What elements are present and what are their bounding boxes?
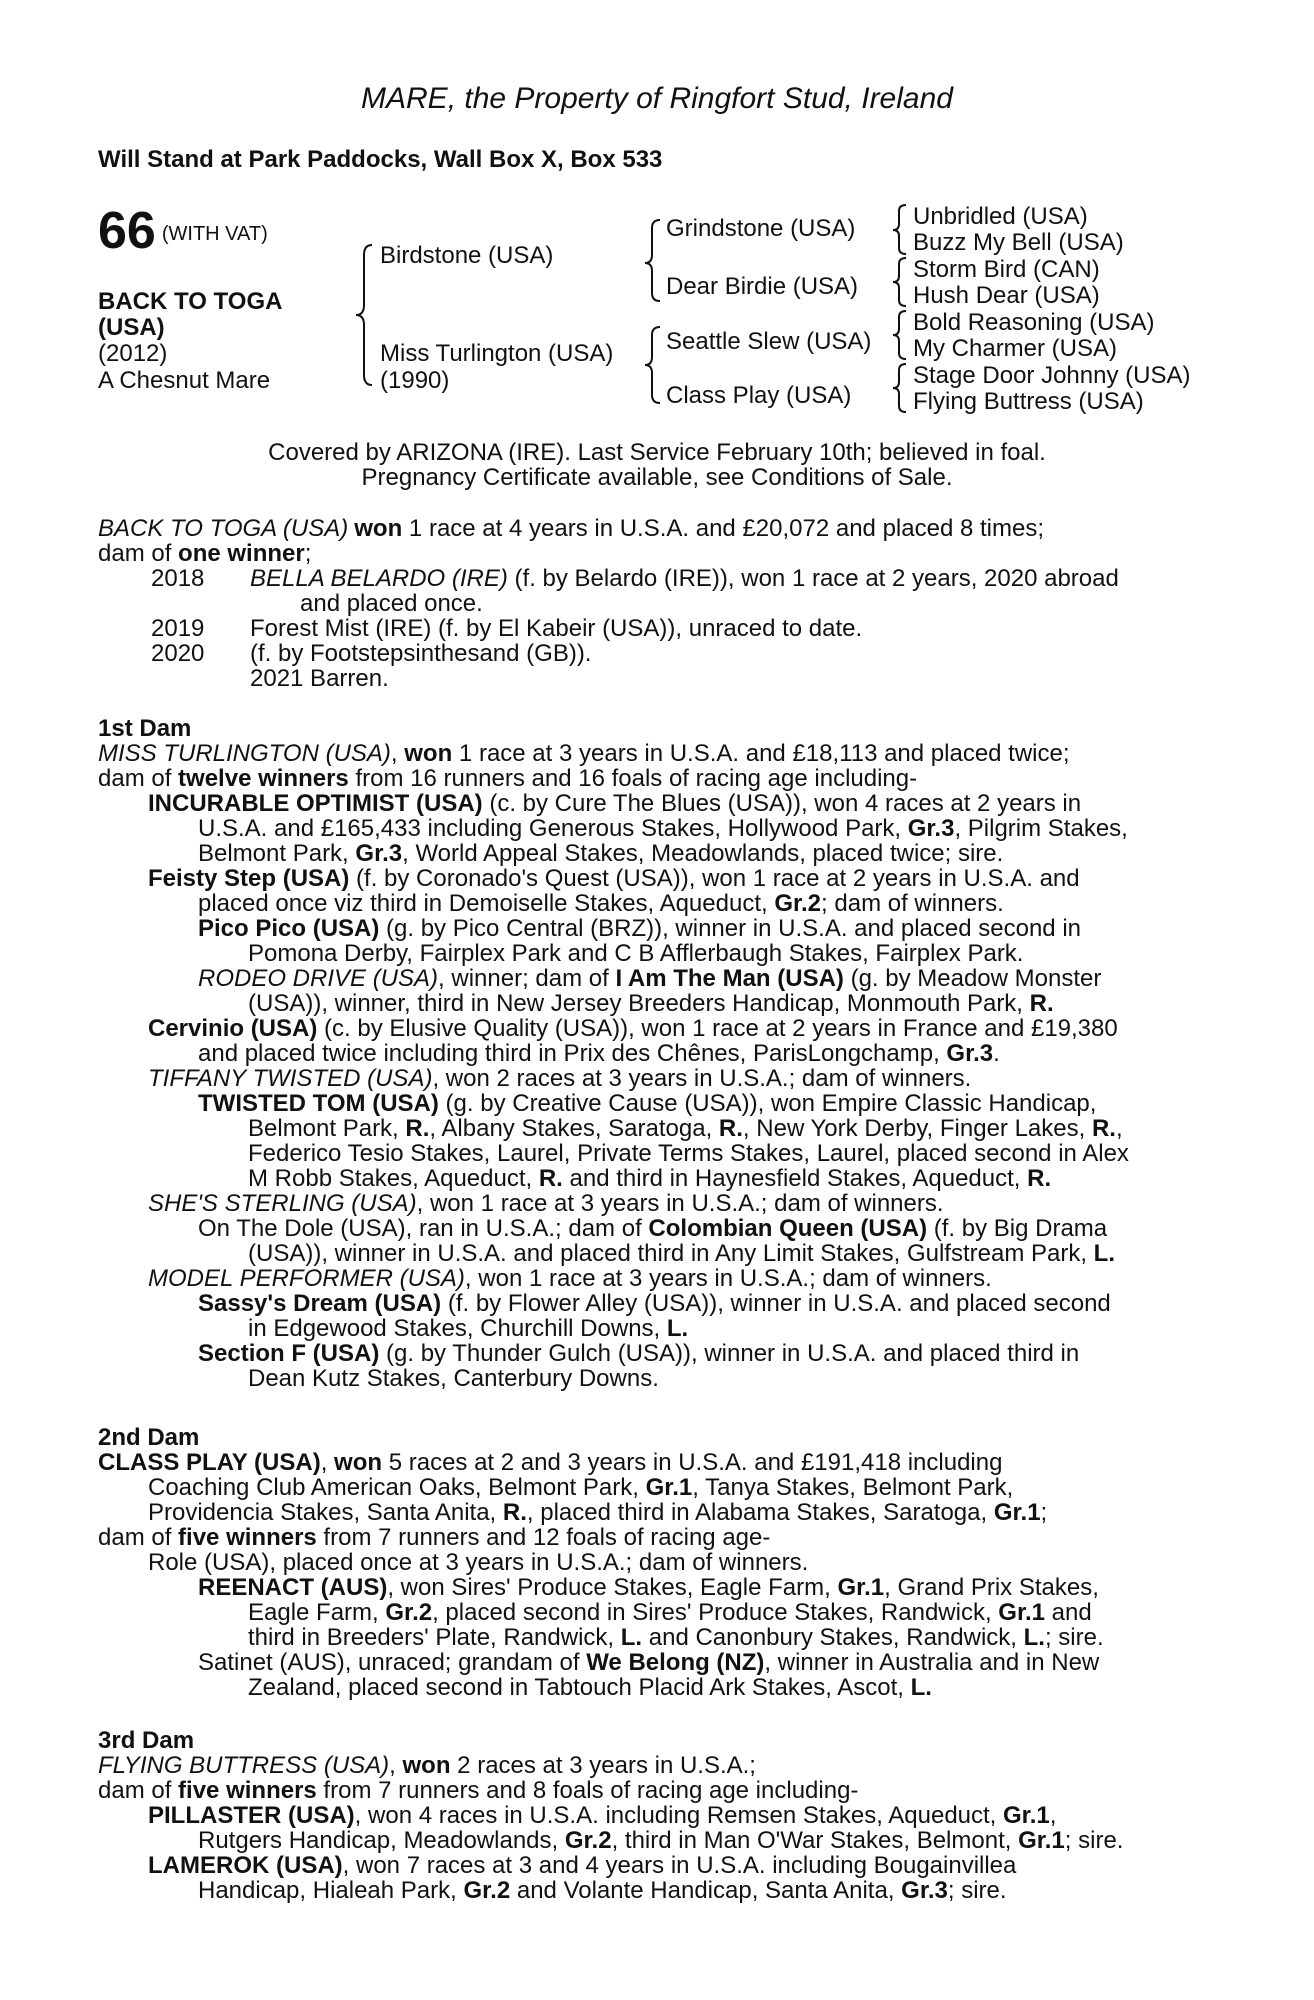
- first-dam-line: MISS TURLINGTON (USA), won 1 race at 3 years in U.S.A. and £18,113 and placed twice;: [98, 740, 1070, 767]
- runner-twisted-tom-4: M Robb Stakes, Aqueduct, R. and third in Haynesfield Stakes, Aqueduct, R.: [248, 1165, 1052, 1192]
- lot-number-value: 66: [98, 202, 156, 260]
- runner-lamerok-2: Handicap, Hialeah Park, Gr.2 and Volante Handicap, Santa Anita, Gr.3; sire.: [198, 1877, 1007, 1904]
- runner-incurable-optimist-2: U.S.A. and £165,433 including Generous Stakes, Hollywood Park, Gr.3, Pilgrim Stakes,: [198, 815, 1128, 842]
- pedigree-g3-3: Storm Bird (CAN): [913, 256, 1100, 283]
- runner-section-f-2: Dean Kutz Stakes, Canterbury Downs.: [248, 1365, 659, 1392]
- produce-dam-of: dam of one winner;: [98, 540, 312, 567]
- page-title: MARE, the Property of Ringfort Stud, Ireland: [361, 82, 953, 115]
- brace-gen2-sire: [645, 220, 660, 301]
- runner-on-the-dole-2: (USA)), winner in U.S.A. and placed third in Any Limit Stakes, Gulfstream Park, L.: [248, 1240, 1115, 1267]
- runner-pico-pico-2: Pomona Derby, Fairplex Park and C B Afflerbaugh Stakes, Fairplex Park.: [248, 940, 1024, 967]
- third-dam-heading: 3rd Dam: [98, 1727, 195, 1754]
- runner-role: Role (USA), placed once at 3 years in U.S.A.; dam of winners.: [148, 1549, 809, 1576]
- runner-satinet-2: Zealand, placed second in Tabtouch Placid Ark Stakes, Ascot, L.: [248, 1674, 932, 1701]
- runner-reenact: REENACT (AUS), won Sires' Produce Stakes, Eagle Farm, Gr.1, Grand Prix Stakes,: [198, 1574, 1099, 1601]
- pedigree-g3-1: Unbridled (USA): [913, 203, 1088, 230]
- pedigree-g3-5: Bold Reasoning (USA): [913, 309, 1155, 336]
- second-dam-line-2: Coaching Club American Oaks, Belmont Park, Gr.1, Tanya Stakes, Belmont Park,: [148, 1474, 1014, 1501]
- runner-rodeo-drive: RODEO DRIVE (USA), winner; dam of I Am The Man (USA) (g. by Meadow Monster: [198, 965, 1102, 992]
- runner-twisted-tom-2: Belmont Park, R., Albany Stakes, Saratoga, R., New York Derby, Finger Lakes, R.,: [248, 1115, 1123, 1142]
- horse-description: A Chesnut Mare: [98, 367, 271, 394]
- runner-incurable-optimist-3: Belmont Park, Gr.3, World Appeal Stakes, Meadowlands, placed twice; sire.: [198, 840, 1004, 867]
- runner-sassys-dream: Sassy's Dream (USA) (f. by Flower Alley (USA)), winner in U.S.A. and placed second: [198, 1290, 1111, 1317]
- produce-2018: 2018 BELLA BELARDO (IRE) (f. by Belardo (IRE)), won 1 race at 2 years, 2020 abroad: [151, 565, 1119, 592]
- brace-gen1: [356, 245, 372, 385]
- runner-pico-pico: Pico Pico (USA) (g. by Pico Central (BRZ)), winner in U.S.A. and placed second in: [198, 915, 1081, 942]
- runner-on-the-dole: On The Dole (USA), ran in U.S.A.; dam of Colombian Queen (USA) (f. by Big Drama: [198, 1215, 1108, 1242]
- pedigree-dam-sire: Seattle Slew (USA): [666, 328, 872, 355]
- brace-g3-3: [893, 311, 906, 359]
- pedigree-dam-dam: Class Play (USA): [666, 382, 852, 409]
- runner-feisty-step-2: placed once viz third in Demoiselle Stakes, Aqueduct, Gr.2; dam of winners.: [198, 890, 1004, 917]
- second-dam-dam-of: dam of five winners from 7 runners and 12 foals of racing age-: [98, 1524, 771, 1551]
- runner-rodeo-drive-2: (USA)), winner, third in New Jersey Breeders Handicap, Monmouth Park, R.: [248, 990, 1054, 1017]
- produce-record: [98, 516, 1200, 691]
- first-dam-heading: 1st Dam: [98, 715, 192, 742]
- runner-cervinio-2: and placed twice including third in Prix des Chênes, ParisLongchamp, Gr.3.: [198, 1040, 1000, 1067]
- pedigree-g3-4: Hush Dear (USA): [913, 282, 1100, 309]
- runner-twisted-tom-3: Federico Tesio Stakes, Laurel, Private Terms Stakes, Laurel, placed second in Alex: [248, 1140, 1129, 1167]
- runner-satinet: Satinet (AUS), unraced; grandam of We Belong (NZ), winner in Australia and in New: [198, 1649, 1100, 1676]
- third-dam-dam-of: dam of five winners from 7 runners and 8 foals of racing age including-: [98, 1777, 859, 1804]
- runner-pillaster-2: Rutgers Handicap, Meadowlands, Gr.2, third in Man O'War Stakes, Belmont, Gr.1; sire.: [198, 1827, 1124, 1854]
- runner-section-f: Section F (USA) (g. by Thunder Gulch (USA)), winner in U.S.A. and placed third in: [198, 1340, 1080, 1367]
- stand-location: Will Stand at Park Paddocks, Wall Box X, Box 533: [98, 146, 663, 173]
- runner-reenact-2: Eagle Farm, Gr.2, placed second in Sires' Produce Stakes, Randwick, Gr.1 and: [248, 1599, 1092, 1626]
- runner-feisty-step: Feisty Step (USA) (f. by Coronado's Quest (USA)), won 1 race at 2 years in U.S.A. and: [148, 865, 1080, 892]
- certificate-line: Pregnancy Certificate available, see Conditions of Sale.: [361, 464, 953, 491]
- second-dam-line-3: Providencia Stakes, Santa Anita, R., placed third in Alabama Stakes, Saratoga, Gr.1;: [148, 1499, 1048, 1526]
- runner-pillaster: PILLASTER (USA), won 4 races in U.S.A. including Remsen Stakes, Aqueduct, Gr.1,: [148, 1802, 1057, 1829]
- runner-tiffany-twisted: TIFFANY TWISTED (USA), won 2 races at 3 years in U.S.A.; dam of winners.: [148, 1065, 972, 1092]
- produce-2018-cont: and placed once.: [300, 590, 483, 617]
- runner-sassys-dream-2: in Edgewood Stakes, Churchill Downs, L.: [248, 1315, 689, 1342]
- horse-country: (USA): [98, 314, 165, 341]
- pedigree-g3-7: Stage Door Johnny (USA): [913, 362, 1191, 389]
- brace-gen2-dam: [645, 327, 660, 403]
- second-dam-section: [98, 1425, 1200, 1700]
- runner-incurable-optimist: INCURABLE OPTIMIST (USA) (c. by Cure The Blues (USA)), won 4 races at 2 years in: [148, 790, 1082, 817]
- produce-2021: 2021 Barren.: [250, 665, 389, 692]
- horse-year: (2012): [98, 340, 168, 367]
- brace-g3-1: [893, 205, 906, 254]
- brace-g3-2: [893, 258, 906, 306]
- pedigree-g3-2: Buzz My Bell (USA): [913, 229, 1124, 256]
- runner-twisted-tom: TWISTED TOM (USA) (g. by Creative Cause (USA)), won Empire Classic Handicap,: [198, 1090, 1097, 1117]
- first-dam-dam-of: dam of twelve winners from 16 runners and 16 foals of racing age including-: [98, 765, 918, 792]
- first-dam-section: [98, 716, 1200, 1391]
- third-dam-section: [98, 1728, 1200, 1903]
- second-dam-heading: 2nd Dam: [98, 1424, 200, 1451]
- horse-name: BACK TO TOGA: [98, 288, 283, 315]
- vat-label: (WITH VAT): [161, 223, 268, 246]
- produce-intro: BACK TO TOGA (USA) won 1 race at 4 years in U.S.A. and £20,072 and placed 8 times;: [98, 515, 1044, 542]
- pedigree-sire-dam: Dear Birdie (USA): [666, 273, 859, 300]
- produce-2019: 2019 Forest Mist (IRE) (f. by El Kabeir (USA)), unraced to date.: [151, 615, 863, 642]
- third-dam-line: FLYING BUTTRESS (USA), won 2 races at 3 years in U.S.A.;: [98, 1752, 756, 1779]
- second-dam-line: CLASS PLAY (USA), won 5 races at 2 and 3 years in U.S.A. and £191,418 including: [98, 1449, 1003, 1476]
- runner-shes-sterling: SHE'S STERLING (USA), won 1 race at 3 years in U.S.A.; dam of winners.: [148, 1190, 944, 1217]
- pedigree-sire: Birdstone (USA): [380, 242, 554, 269]
- brace-g3-4: [893, 364, 906, 412]
- pedigree-g3-6: My Charmer (USA): [913, 335, 1118, 362]
- runner-cervinio: Cervinio (USA) (c. by Elusive Quality (USA)), won 1 race at 2 years in France and £19,380: [148, 1015, 1118, 1042]
- runner-lamerok: LAMEROK (USA), won 7 races at 3 and 4 years in U.S.A. including Bougainvillea: [148, 1852, 1017, 1879]
- pedigree-g3-8: Flying Buttress (USA): [913, 388, 1144, 415]
- pedigree-dam: Miss Turlington (USA): [380, 340, 614, 367]
- runner-model-performer: MODEL PERFORMER (USA), won 1 race at 3 years in U.S.A.; dam of winners.: [148, 1265, 992, 1292]
- covered-line: Covered by ARIZONA (IRE). Last Service February 10th; believed in foal.: [268, 439, 1046, 466]
- produce-2020: 2020 (f. by Footstepsinthesand (GB)).: [151, 640, 592, 667]
- runner-reenact-3: third in Breeders' Plate, Randwick, L. and Canonbury Stakes, Randwick, L.; sire.: [248, 1624, 1104, 1651]
- pedigree-sire-sire: Grindstone (USA): [666, 215, 856, 242]
- pedigree-dam-year: (1990): [380, 367, 450, 394]
